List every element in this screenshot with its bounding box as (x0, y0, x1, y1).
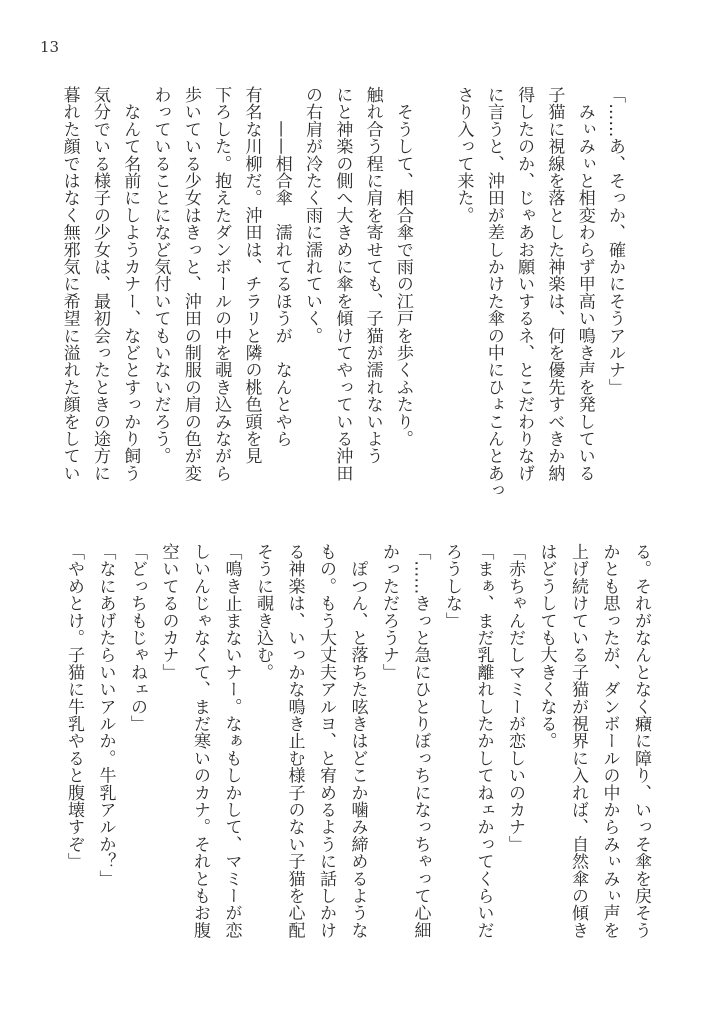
text-line (418, 86, 448, 499)
text-line: もの。もう大丈夫アルヨ、と宥めるように話しかけ (316, 543, 336, 939)
text-line: にと神楽の側へ大きめに傘を傾けてやっている沖田 (332, 86, 353, 482)
text-line: さり入って来た。 (453, 86, 474, 224)
text-line: みぃみぃと相変わらず甲高い鳴き声を発している (574, 86, 595, 482)
text-line: そうに覗き込む。 (253, 543, 273, 681)
text-line: 下ろした。抱えたダンボールの中を覗き込みながら (211, 86, 232, 482)
text-line: ——相合傘 濡れてるほうが なんとやら (271, 86, 292, 448)
text-line: に言うと、沖田が差しかけた傘の中にひょこんとあっ (483, 86, 504, 499)
text-line: の右肩が冷たく雨に濡れていく。 (302, 86, 323, 344)
text-line: そうして、相合傘で雨の江戸を歩くふたり。 (392, 86, 413, 448)
text-line: 「なにあげたらいいアルか。牛乳アルか？」 (95, 543, 116, 887)
text-line: しいんじゃなくて、まだ寒いのカナ。それともお腹 (190, 543, 210, 939)
text-line: わっていることになど気付いてもいないだろう。 (150, 86, 171, 465)
text-line: ぽつん、と落ちた呟きはどこか噛み締めるような (347, 543, 368, 939)
text-line: 暮れた顔ではなく無邪気に希望に溢れた顔をしてい (59, 86, 80, 482)
text-line: 「鳴き止まないナー。なぁもしかして、マミーが恋 (221, 543, 242, 939)
text-line: 触れ合う程に肩を寄せても、子猫が濡れないよう (362, 86, 383, 465)
text-line: 上げ続けている子猫が視界に入れば、自然傘の傾き (568, 543, 588, 939)
text-line: 「どっちもじゃねェの」 (127, 543, 147, 733)
text-line: なんて名前にしようカナー、などとすっかり飼う (120, 86, 141, 482)
text-line: 得したのか、じゃあお願いするネ、とこだわりなげ (514, 86, 535, 482)
page-number: 13 (40, 38, 60, 56)
text-line: 「……あ、そっか、確かにそうアルナ」 (605, 86, 625, 396)
text-line: かとも思ったが、ダンボールの中からみぃみぃ声を (599, 543, 620, 939)
text-line: 「まぁ、まだ乳離れしたかしてねェかってくらいだ (473, 543, 494, 939)
text-line: ろうしな」 (442, 543, 462, 629)
text-line: かっただろうナ」 (379, 543, 399, 681)
text-line: 空いてるのカナ」 (158, 543, 179, 681)
text-line: 有名な川柳だ。沖田は、チラリと隣の桃色頭を見 (241, 86, 262, 465)
text-block-upper (54, 86, 630, 499)
text-line: はどうしても大きくなる。 (536, 543, 557, 750)
text-block-lower (58, 543, 657, 939)
text-line: 子猫に視線を落とした神楽は、何を優先すべきか納 (544, 86, 565, 482)
text-line: 歩いている少女はきっと、沖田の制服の肩の色が変 (180, 86, 201, 482)
text-line: 「……きっと急にひとりぼっちになっちゃって心細 (410, 543, 431, 939)
text-line: る。それがなんとなく癪に障り、いっそ傘を戻そう (631, 543, 651, 939)
text-line: 「やめとけ。子猫に牛乳やると腹壊すぞ」 (64, 543, 84, 870)
text-line: 気分でいる様子の少女は、最初会ったときの途方に (89, 86, 110, 482)
text-line: る神楽は、いっかな鳴き止む様子のない子猫を心配 (284, 543, 305, 939)
text-line: 「赤ちゃんだしマミーが恋しいのカナ」 (505, 543, 525, 853)
